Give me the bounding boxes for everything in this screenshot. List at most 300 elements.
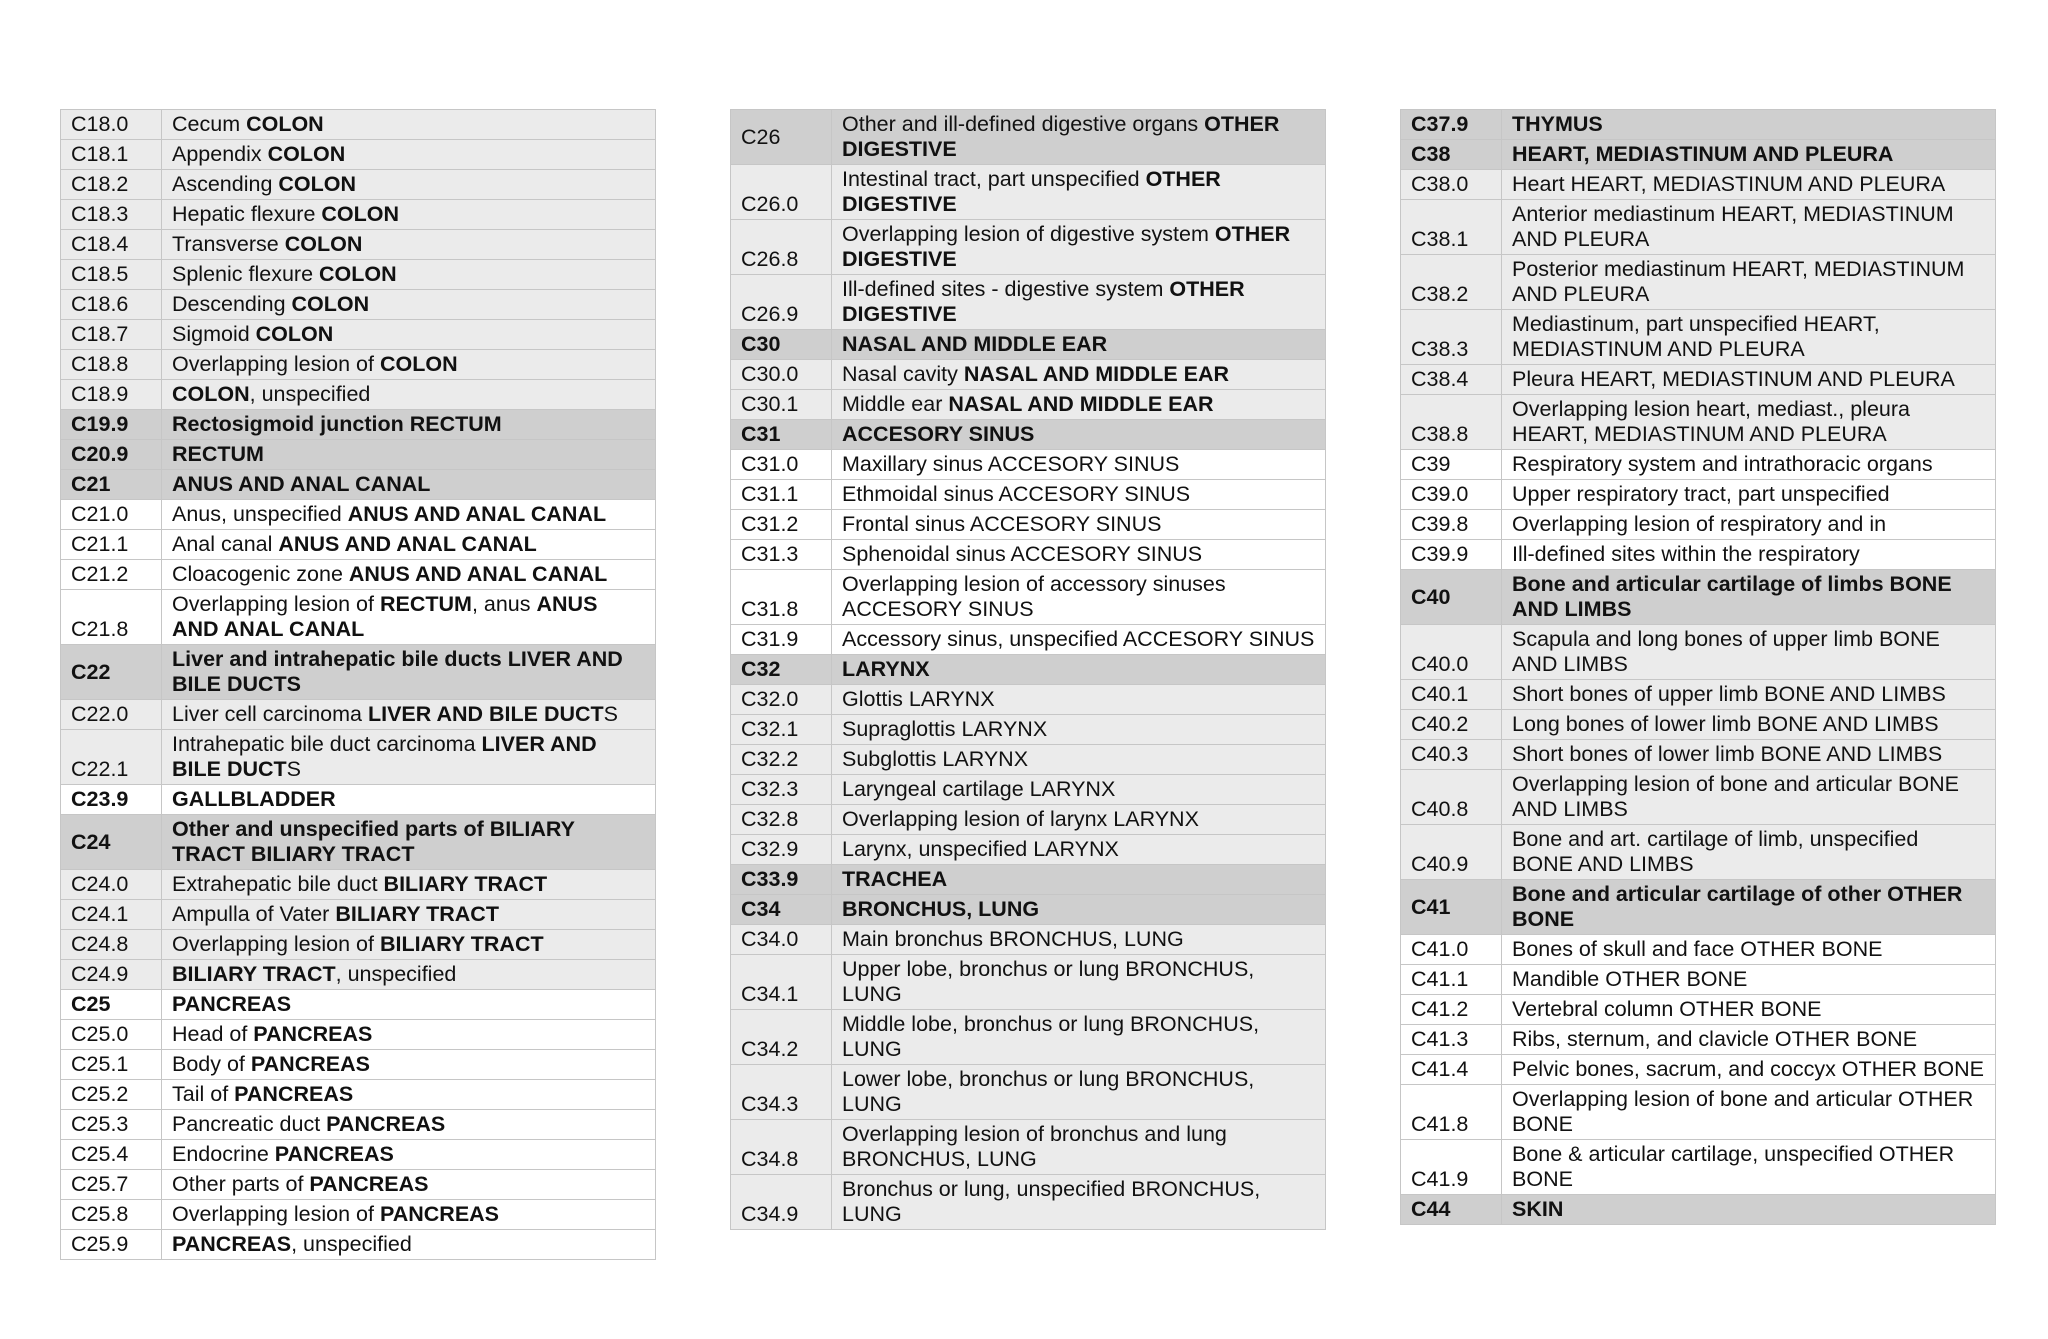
site-description (1502, 1055, 1996, 1085)
site-description (832, 510, 1326, 540)
site-description (1502, 510, 1996, 540)
site-category-text: ANUS AND ANAL CANAL (172, 472, 431, 496)
icd-code: C40 (1401, 570, 1502, 625)
icd-code: C40.0 (1401, 625, 1502, 680)
site-category-text: ANUS AND ANAL CANAL (172, 592, 598, 641)
site-description (1502, 480, 1996, 510)
site-description (832, 955, 1326, 1010)
site-text: Extrahepatic bile duct (172, 872, 384, 896)
icd-code: C24.9 (61, 960, 162, 990)
site-description (162, 930, 656, 960)
table-row (1401, 1140, 1996, 1195)
icd-code: C24.0 (61, 870, 162, 900)
site-description (162, 560, 656, 590)
site-text: Upper respiratory tract, part unspecified (1512, 482, 1890, 506)
site-description (1502, 170, 1996, 200)
table-row (1401, 255, 1996, 310)
site-category-text: BILIARY TRACT (172, 962, 336, 986)
site-category-text: BILIARY TRACT (383, 872, 548, 896)
site-text: Anus, unspecified (172, 502, 348, 526)
table-row (731, 835, 1326, 865)
site-description (1502, 880, 1996, 935)
site-description (162, 1110, 656, 1140)
table-row (731, 1120, 1326, 1175)
icd-code: C30 (731, 330, 832, 360)
icd-code: C39.8 (1401, 510, 1502, 540)
site-text: Sphenoidal sinus ACCESORY SINUS (842, 542, 1203, 566)
site-text: Liver cell carcinoma (172, 702, 368, 726)
site-category-text: PANCREAS (309, 1172, 429, 1196)
table-row (61, 645, 656, 700)
site-description (162, 1170, 656, 1200)
icd-code: C18.0 (61, 110, 162, 140)
site-text: Pleura HEART, MEDIASTINUM AND PLEURA (1512, 367, 1955, 391)
table-row (731, 420, 1326, 450)
site-text: Tail of (172, 1082, 235, 1106)
site-description (1502, 255, 1996, 310)
site-text: Nasal cavity (842, 362, 964, 386)
site-text: S (603, 702, 619, 726)
icd-code: C22 (61, 645, 162, 700)
site-description (162, 700, 656, 730)
site-description (832, 835, 1326, 865)
icd-code: C33.9 (731, 865, 832, 895)
site-description (1502, 825, 1996, 880)
icd-code: C40.3 (1401, 740, 1502, 770)
site-text: Ill-defined sites within the respiratory (1512, 542, 1860, 566)
site-category-text: BILIARY TRACT (379, 932, 544, 956)
site-description (832, 390, 1326, 420)
icd-code: C18.9 (61, 380, 162, 410)
icd-code: C34.8 (731, 1120, 832, 1175)
site-category-text: PANCREAS (379, 1202, 500, 1226)
site-category-text: COLON (172, 382, 250, 406)
site-text: Ribs, sternum, and clavicle OTHER BONE (1512, 1027, 1918, 1051)
site-description (832, 865, 1326, 895)
icd-code: C40.9 (1401, 825, 1502, 880)
site-description (162, 1230, 656, 1260)
table-row (1401, 965, 1996, 995)
site-text: , anus (471, 592, 537, 616)
site-description (1502, 770, 1996, 825)
icd-code: C32.9 (731, 835, 832, 865)
site-description (1502, 1025, 1996, 1055)
icd-code: C41 (1401, 880, 1502, 935)
site-category-text: LARYNX (842, 657, 930, 681)
site-description (832, 450, 1326, 480)
site-description (162, 1020, 656, 1050)
site-description (832, 165, 1326, 220)
icd-code: C38.1 (1401, 200, 1502, 255)
table-row (61, 900, 656, 930)
code-table (60, 109, 656, 1260)
table-row (1401, 200, 1996, 255)
site-text: Short bones of lower limb BONE AND LIMBS (1512, 742, 1943, 766)
site-text: Ethmoidal sinus ACCESORY SINUS (842, 482, 1191, 506)
icd-code: C18.4 (61, 230, 162, 260)
site-description (162, 730, 656, 785)
table-row (1401, 480, 1996, 510)
site-category-text: Bone and articular cartilage of other OTHER BONE (1512, 882, 1963, 931)
table-row (61, 1200, 656, 1230)
site-category-text: ANUS AND ANAL CANAL (278, 532, 537, 556)
icd-code: C40.1 (1401, 680, 1502, 710)
icd-code: C41.0 (1401, 935, 1502, 965)
site-text: Overlapping lesion of larynx LARYNX (842, 807, 1199, 831)
site-category-text: PANCREAS (326, 1112, 446, 1136)
table-row (1401, 740, 1996, 770)
table-row (731, 330, 1326, 360)
icd-code: C38.2 (1401, 255, 1502, 310)
icd-code: C32.3 (731, 775, 832, 805)
site-text: Bronchus or lung, unspecified BRONCHUS, LUNG (842, 1177, 1261, 1226)
table-row (1401, 365, 1996, 395)
table-row (61, 230, 656, 260)
site-text: Heart HEART, MEDIASTINUM AND PLEURA (1512, 172, 1946, 196)
site-text: Overlapping lesion of respiratory and in (1512, 512, 1887, 536)
icd-code: C32.0 (731, 685, 832, 715)
table-row (1401, 110, 1996, 140)
icd-code: C25.1 (61, 1050, 162, 1080)
icd-code: C18.1 (61, 140, 162, 170)
site-text: Endocrine (172, 1142, 275, 1166)
site-text: Short bones of upper limb BONE AND LIMBS (1512, 682, 1946, 706)
site-description (1502, 140, 1996, 170)
table-row (61, 1170, 656, 1200)
icd-code: C41.2 (1401, 995, 1502, 1025)
icd-code: C38 (1401, 140, 1502, 170)
site-category-text: OTHER DIGESTIVE (842, 277, 1245, 326)
site-text: Transverse (172, 232, 285, 256)
site-text: Body of (172, 1052, 251, 1076)
site-category-text: TRACHEA (842, 867, 948, 891)
site-description (162, 380, 656, 410)
site-category-text: NASAL AND MIDDLE EAR (963, 362, 1230, 386)
site-description (162, 260, 656, 290)
site-category-text: PANCREAS (253, 1022, 373, 1046)
table-row (731, 570, 1326, 625)
site-description (832, 570, 1326, 625)
site-description (832, 775, 1326, 805)
site-category-text: NASAL AND MIDDLE EAR (842, 332, 1108, 356)
site-text: Cecum (172, 112, 247, 136)
site-text: S (286, 757, 302, 781)
site-text: Pancreatic duct (172, 1112, 327, 1136)
site-description (162, 960, 656, 990)
table-row (1401, 710, 1996, 740)
code-table-column-1 (60, 109, 656, 1260)
table-row (731, 540, 1326, 570)
site-description (162, 815, 656, 870)
icd-code: C25.7 (61, 1170, 162, 1200)
site-category-text: PANCREAS (172, 992, 292, 1016)
site-description (832, 275, 1326, 330)
icd-code: C32.8 (731, 805, 832, 835)
site-category-text: RECTUM (172, 442, 264, 466)
site-description (832, 895, 1326, 925)
table-row (61, 140, 656, 170)
site-category-text: GALLBLADDER (172, 787, 336, 811)
site-text: Appendix (172, 142, 268, 166)
site-text: Splenic flexure (172, 262, 319, 286)
site-description (832, 480, 1326, 510)
site-description (1502, 965, 1996, 995)
site-category-text: PANCREAS (172, 1232, 292, 1256)
table-row (731, 165, 1326, 220)
icd-code: C38.4 (1401, 365, 1502, 395)
table-row (1401, 995, 1996, 1025)
site-category-text: BRONCHUS, LUNG (842, 897, 1040, 921)
table-row (61, 930, 656, 960)
table-row (61, 1230, 656, 1260)
site-description (162, 1200, 656, 1230)
site-category-text: PANCREAS (234, 1082, 354, 1106)
table-row (61, 815, 656, 870)
icd-code: C38.8 (1401, 395, 1502, 450)
site-text: Anterior mediastinum HEART, MEDIASTINUM AND PLEURA (1512, 202, 1954, 251)
table-row (1401, 1085, 1996, 1140)
site-description (832, 925, 1326, 955)
site-text: Glottis LARYNX (842, 687, 995, 711)
table-row (61, 260, 656, 290)
site-text: Overlapping lesion of bronchus and lung BRONCHUS, LUNG (842, 1122, 1227, 1171)
site-text: Hepatic flexure (172, 202, 322, 226)
site-description (162, 1050, 656, 1080)
site-text: Mediastinum, part unspecified HEART, MEDIASTINUM AND PLEURA (1512, 312, 1880, 361)
icd-code: C44 (1401, 1195, 1502, 1225)
table-row (1401, 770, 1996, 825)
site-text: Middle ear (842, 392, 949, 416)
site-category-text: BILIARY TRACT (335, 902, 499, 926)
site-text: Sigmoid (172, 322, 256, 346)
table-row (1401, 935, 1996, 965)
table-row (731, 275, 1326, 330)
table-row (61, 200, 656, 230)
site-text: Ascending (172, 172, 279, 196)
table-row (731, 510, 1326, 540)
site-description (1502, 625, 1996, 680)
site-description (832, 540, 1326, 570)
site-description (162, 1080, 656, 1110)
table-row (61, 870, 656, 900)
icd-code: C30.1 (731, 390, 832, 420)
table-row (61, 440, 656, 470)
site-description (1502, 450, 1996, 480)
table-row (61, 350, 656, 380)
icd-code: C30.0 (731, 360, 832, 390)
table-row (61, 110, 656, 140)
site-description (832, 1065, 1326, 1120)
site-description (162, 290, 656, 320)
site-description (162, 110, 656, 140)
table-row (61, 530, 656, 560)
table-row (61, 1080, 656, 1110)
site-text: Larynx, unspecified LARYNX (842, 837, 1119, 861)
icd-code: C32.1 (731, 715, 832, 745)
site-text: Cloacogenic zone (172, 562, 349, 586)
table-row (61, 470, 656, 500)
site-description (162, 590, 656, 645)
site-text: Supraglottis LARYNX (842, 717, 1048, 741)
table-row (61, 730, 656, 785)
site-text: Overlapping lesion of bone and articular BONE AND LIMBS (1512, 772, 1959, 821)
table-row (1401, 1025, 1996, 1055)
site-text: Overlapping lesion of (172, 592, 380, 616)
code-table (730, 109, 1326, 1230)
site-category-text: Other and unspecified parts of BILIARY TRACT BILIARY TRACT (172, 817, 575, 866)
site-description (832, 360, 1326, 390)
site-description (162, 500, 656, 530)
icd-code: C39.9 (1401, 540, 1502, 570)
table-row (61, 700, 656, 730)
table-row (61, 410, 656, 440)
table-row (1401, 510, 1996, 540)
site-text: Intestinal tract, part unspecified (842, 167, 1146, 191)
site-category-text: OTHER DIGESTIVE (842, 222, 1291, 271)
site-text: Overlapping lesion of (172, 352, 380, 376)
icd-code: C21.8 (61, 590, 162, 645)
icd-code: C31.1 (731, 480, 832, 510)
site-description (162, 645, 656, 700)
site-text: Main bronchus BRONCHUS, LUNG (842, 927, 1184, 951)
site-text: Lower lobe, bronchus or lung BRONCHUS, LUNG (842, 1067, 1255, 1116)
site-text: Intrahepatic bile duct carcinoma (172, 732, 482, 756)
site-category-text: NASAL AND MIDDLE EAR (948, 392, 1214, 416)
site-description (832, 330, 1326, 360)
table-row (61, 990, 656, 1020)
site-description (832, 1010, 1326, 1065)
site-description (1502, 740, 1996, 770)
site-text: Descending (172, 292, 292, 316)
table-row (731, 715, 1326, 745)
icd-code: C38.0 (1401, 170, 1502, 200)
table-row (731, 110, 1326, 165)
icd-code: C25.3 (61, 1110, 162, 1140)
table-row (61, 785, 656, 815)
icd-code: C32.2 (731, 745, 832, 775)
table-row (1401, 140, 1996, 170)
table-row (731, 1175, 1326, 1230)
site-description (162, 990, 656, 1020)
site-text: Posterior mediastinum HEART, MEDIASTINUM AND PLEURA (1512, 257, 1965, 306)
icd-code: C41.8 (1401, 1085, 1502, 1140)
code-table-column-3 (1400, 109, 1996, 1225)
site-description (832, 625, 1326, 655)
site-category-text: COLON (267, 142, 346, 166)
icd-code: C37.9 (1401, 110, 1502, 140)
site-description (162, 410, 656, 440)
site-category-text: Rectosigmoid junction RECTUM (172, 412, 502, 436)
site-text: Overlapping lesion of (172, 932, 380, 956)
site-description (1502, 310, 1996, 365)
table-row (1401, 1195, 1996, 1225)
table-row (61, 1110, 656, 1140)
site-text: Other and ill-defined digestive organs (842, 112, 1205, 136)
table-row (1401, 625, 1996, 680)
site-text: Laryngeal cartilage LARYNX (842, 777, 1116, 801)
icd-code: C18.3 (61, 200, 162, 230)
icd-code: C39 (1401, 450, 1502, 480)
site-text: Subglottis LARYNX (842, 747, 1029, 771)
site-text: Other parts of (172, 1172, 310, 1196)
site-category-text: SKIN (1512, 1197, 1564, 1221)
icd-code: C34.2 (731, 1010, 832, 1065)
table-row (731, 745, 1326, 775)
site-text: , unspecified (249, 382, 371, 406)
site-category-text: COLON (379, 352, 458, 376)
icd-code: C21.0 (61, 500, 162, 530)
icd-code: C34 (731, 895, 832, 925)
site-description (1502, 1195, 1996, 1225)
table-row (61, 380, 656, 410)
table-row (731, 925, 1326, 955)
table-row (61, 290, 656, 320)
site-text: Head of (172, 1022, 254, 1046)
site-description (1502, 710, 1996, 740)
icd-code: C18.8 (61, 350, 162, 380)
site-description (162, 170, 656, 200)
site-text: Overlapping lesion of digestive system (842, 222, 1215, 246)
site-text: , unspecified (291, 1232, 412, 1256)
site-description (162, 785, 656, 815)
table-row (731, 390, 1326, 420)
table-row (731, 865, 1326, 895)
code-table-column-2 (730, 109, 1326, 1230)
site-text: Maxillary sinus ACCESORY SINUS (842, 452, 1180, 476)
site-description (832, 1175, 1326, 1230)
site-description (832, 420, 1326, 450)
table-row (1401, 310, 1996, 365)
site-description (162, 900, 656, 930)
site-text: Vertebral column OTHER BONE (1512, 997, 1822, 1021)
site-category-text: PANCREAS (274, 1142, 394, 1166)
icd-code: C26 (731, 110, 832, 165)
table-row (731, 895, 1326, 925)
site-text: Respiratory system and intrathoracic organs (1512, 452, 1933, 476)
site-text: Pelvic bones, sacrum, and coccyx OTHER BONE (1512, 1057, 1984, 1081)
site-text: Accessory sinus, unspecified ACCESORY SINUS (842, 627, 1315, 651)
table-row (1401, 170, 1996, 200)
site-category-text: ANUS AND ANAL CANAL (348, 562, 608, 586)
icd-code: C22.0 (61, 700, 162, 730)
table-row (61, 560, 656, 590)
site-description (1502, 570, 1996, 625)
table-row (1401, 540, 1996, 570)
site-text: Ampulla of Vater (172, 902, 336, 926)
site-description (162, 230, 656, 260)
icd-code: C41.9 (1401, 1140, 1502, 1195)
site-description (1502, 365, 1996, 395)
icd-code: C31 (731, 420, 832, 450)
icd-code: C26.8 (731, 220, 832, 275)
site-category-text: Liver and intrahepatic bile ducts LIVER AND BILE DUCTS (172, 647, 623, 696)
icd-code: C26.9 (731, 275, 832, 330)
icd-code: C31.9 (731, 625, 832, 655)
site-description (162, 350, 656, 380)
site-text: , unspecified (335, 962, 457, 986)
table-row (731, 1065, 1326, 1120)
site-description (832, 110, 1326, 165)
table-row (1401, 395, 1996, 450)
icd-code: C31.8 (731, 570, 832, 625)
site-category-text: Bone and articular cartilage of limbs BONE AND LIMBS (1512, 572, 1952, 621)
table-row (731, 220, 1326, 275)
icd-code: C25.8 (61, 1200, 162, 1230)
table-row (731, 775, 1326, 805)
site-text: Overlapping lesion heart, mediast., pleura HEART, MEDIASTINUM AND PLEURA (1512, 397, 1910, 446)
site-category-text: ANUS AND ANAL CANAL (347, 502, 607, 526)
table-row (1401, 1055, 1996, 1085)
